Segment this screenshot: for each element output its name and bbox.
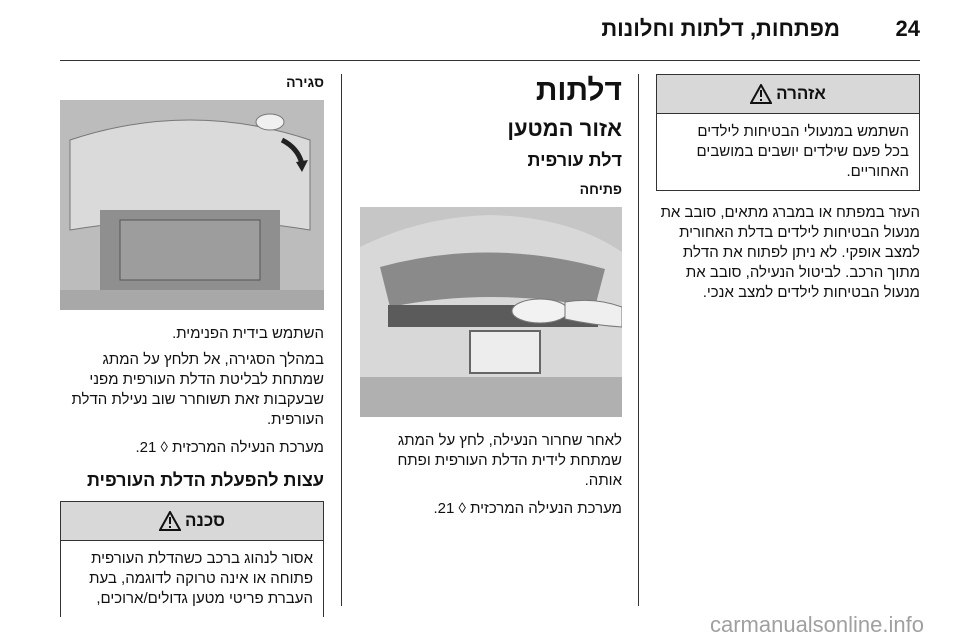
tailgate-closing-illustration [60,100,324,310]
caution-heading: סכנה [185,511,225,530]
column-divider-right [638,74,639,606]
body-line: מנעול הבטיחות לילדים למצב אנכי. [702,284,920,301]
warning-box [656,74,920,191]
caution-header [61,502,323,541]
body-line: שמתחת לידית הדלת העורפית ופתח [397,452,622,469]
section-heading-doors: דלתות [535,74,622,107]
body-line: שמתחת לבליטת הדלת העורפית מפני [89,371,324,388]
body-line: אותה. [584,472,622,489]
right-column [656,74,920,303]
middle-column [358,74,622,519]
opening-instructions [358,431,622,519]
closing-instructions [60,324,324,458]
section-heading-tips: עצות להפעלת הדלת העורפית [86,470,324,490]
caution-box [60,501,324,617]
section-heading-opening: פתיחה [579,181,622,197]
body-line: לאחר שחרור הנעילה, לחץ על המתג [397,432,622,449]
body-line: השתמש בידית הפנימית. [172,325,324,342]
central-locking-crossref: מערכת הנעילה המרכזית ◊ 21. [135,439,324,456]
section-heading-tailgate: דלת עורפית [527,150,622,170]
tailgate-closing-figure [60,100,324,310]
body-line: העזר במפתח או במברג מתאים, סובב את [660,204,920,221]
tailgate-opening-illustration [360,207,622,417]
page-header [60,16,920,46]
warning-triangle-icon [159,511,181,531]
left-column [60,74,324,617]
section-heading-closing: סגירה [286,74,324,90]
column-divider-left [341,74,342,606]
warning-line: השתמש במנעולי הבטיחות לילדים [697,123,909,140]
caution-body [61,541,323,617]
body-line: מתוך הרכב. לביטול הנעילה, סובב את [685,264,920,281]
tailgate-opening-figure [360,207,622,417]
warning-line: בכל פעם שילדים יושבים במושבים [696,143,909,160]
central-locking-crossref: מערכת הנעילה המרכזית ◊ 21. [433,500,622,517]
warning-header [657,75,919,114]
caution-line: העברת פריטי מטען גדולים/ארוכים, [96,590,313,607]
warning-triangle-icon [750,84,772,104]
section-heading-cargo: אזור המטען [507,116,622,141]
caution-line: אסור לנהוג ברכב כשהדלת העורפית [91,550,313,567]
body-line: במהלך הסגירה, אל תלחץ על המתג [102,351,324,368]
page-header-title: מפתחות, דלתות וחלונות [601,16,840,41]
body-line: מנעול הבטיחות לילדים בדלת האחורית [679,224,920,241]
header-rule [60,60,920,61]
warning-heading: אזהרה [776,84,826,103]
child-lock-instructions [656,203,920,303]
site-watermark: carmanualsonline.info [709,612,924,637]
body-line: שבעקבות זאת תשוחרר שוב נעילת הדלת [71,391,324,408]
caution-line: פתוחה או אינה טרוקה לדוגמה, בעת [89,570,313,587]
body-line: למצב אופקי. לא ניתן לפתוח את הדלת [682,244,920,261]
warning-body [657,114,919,190]
page-number: 24 [895,16,920,41]
warning-line: האחוריים. [846,163,909,180]
body-line: העורפית. [267,411,324,428]
